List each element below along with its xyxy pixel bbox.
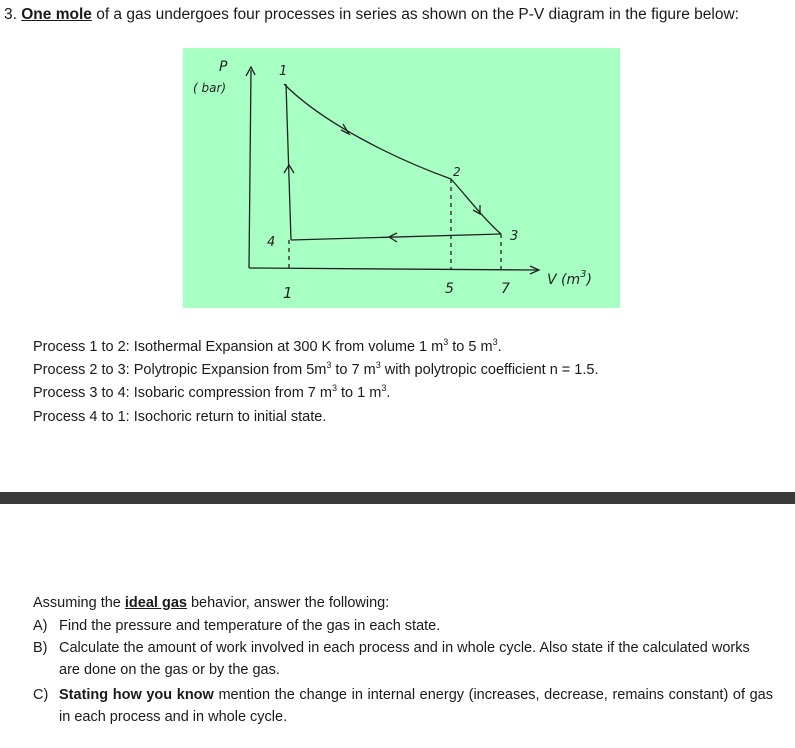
process-line-4: Process 4 to 1: Isochoric return to initial state.: [33, 409, 327, 425]
item-text: Stating how you know mention the change in internal energy (increases, decrease, remains constant) of gas in each process and in whole cycle.: [59, 687, 773, 725]
v-axis: [249, 268, 538, 270]
process-4-1-line: [286, 84, 291, 240]
item-text: Calculate the amount of work involved in each process and in whole cycle. Also state if the calculated works are done on the gas or by the gas.: [59, 640, 750, 678]
item-text: Find the pressure and temperature of the gas in each state.: [59, 618, 441, 634]
section-divider: [0, 492, 795, 504]
process-1-2-curve: [284, 84, 451, 179]
ideal-gas-term: ideal gas: [124, 595, 187, 611]
v-axis-label: V $(m^3)$: [547, 269, 592, 288]
pv-diagram: [183, 48, 620, 308]
process-line-1: Process 1 to 2: Isothermal Expansion at 300 K from volume 1 $m^3$ to 5 $m^3$.: [33, 337, 502, 355]
p-axis-unit: ( bar): [193, 81, 227, 95]
x-tick-5: 5: [445, 281, 454, 297]
x-tick-1: 1: [283, 284, 293, 302]
process-3-4-line: [291, 234, 501, 240]
question-number: 3.: [4, 6, 17, 23]
item-label: B): [33, 640, 48, 656]
question-bold-lead: One mole: [21, 6, 92, 23]
state-1-label: 1: [279, 64, 288, 79]
question-body: of a gas undergoes four processes in series as shown on the P-V diagram in the figure below:: [91, 6, 739, 23]
p-axis: [249, 70, 251, 268]
state-3-label: 3: [510, 229, 519, 244]
process-line-2: Process 2 to 3: Polytropic Expansion from $5m^3$ to 7 $m^3$ with polytropic coefficient n = 1.5.: [33, 360, 599, 378]
assumption-line: Assuming the ideal gas behavior, answer the following:: [33, 595, 390, 611]
pv-diagram-svg: [183, 48, 620, 308]
state-4-label: 4: [267, 235, 276, 250]
process-2-3-curve: [451, 179, 501, 234]
question-text: [4, 6, 739, 24]
x-tick-7: 7: [501, 281, 510, 297]
item-bold-lead: Stating how you know: [59, 687, 214, 703]
item-label: C): [33, 687, 49, 703]
process-line-3: Process 3 to 4: Isobaric compression from 7 $m^3$ to 1 $m^3$.: [33, 383, 391, 401]
p-axis-label: P: [219, 59, 228, 75]
item-label: A): [33, 618, 48, 634]
state-2-label: 2: [453, 165, 461, 179]
